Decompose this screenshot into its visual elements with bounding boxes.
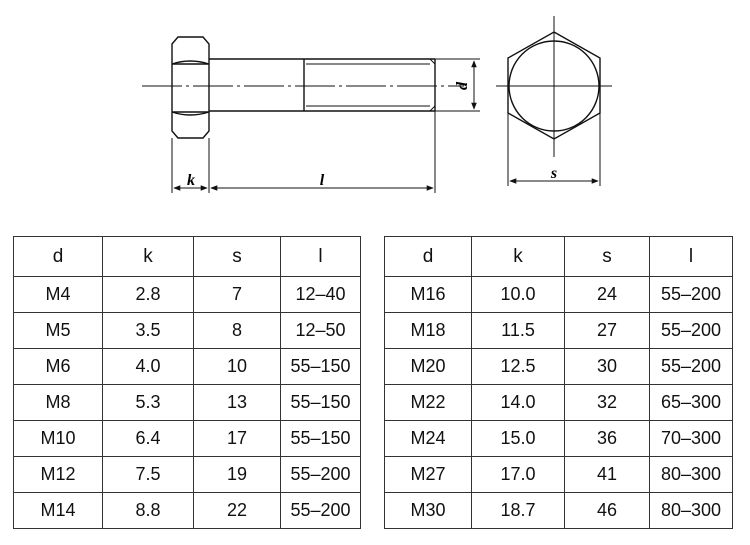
table-row [14, 457, 361, 493]
bolt-technical-drawing [0, 0, 750, 215]
header-k: k [472, 237, 565, 277]
cell-k: 7.5 [103, 457, 194, 493]
cell-d: M8 [14, 385, 103, 421]
dimension-label-l: l [319, 172, 325, 189]
cell-d: M14 [14, 493, 103, 529]
cell-l: 80–300 [650, 493, 733, 529]
cell-k: 18.7 [472, 493, 565, 529]
cell-s: 41 [565, 457, 650, 493]
cell-k: 15.0 [472, 421, 565, 457]
cell-l: 70–300 [650, 421, 733, 457]
table-row [385, 277, 733, 313]
cell-l: 55–150 [281, 421, 361, 457]
header-d: d [385, 237, 472, 277]
cell-s: 46 [565, 493, 650, 529]
cell-d: M20 [385, 349, 472, 385]
cell-l: 55–200 [650, 349, 733, 385]
size-table-left [13, 236, 361, 529]
table-row [385, 421, 733, 457]
table-header-row [385, 237, 733, 277]
cell-d: M4 [14, 277, 103, 313]
header-k: k [103, 237, 194, 277]
dimension-k-l [172, 111, 435, 193]
cell-k: 17.0 [472, 457, 565, 493]
table-row [14, 493, 361, 529]
cell-l: 65–300 [650, 385, 733, 421]
table-row [14, 349, 361, 385]
size-table-right [384, 236, 733, 529]
cell-k: 2.8 [103, 277, 194, 313]
table-row [385, 313, 733, 349]
cell-s: 13 [194, 385, 281, 421]
cell-d: M5 [14, 313, 103, 349]
cell-k: 4.0 [103, 349, 194, 385]
cell-s: 7 [194, 277, 281, 313]
table-row [14, 313, 361, 349]
table-row [14, 277, 361, 313]
header-s: s [565, 237, 650, 277]
cell-d: M22 [385, 385, 472, 421]
bolt-side-view [142, 37, 464, 138]
cell-l: 55–150 [281, 385, 361, 421]
cell-k: 10.0 [472, 277, 565, 313]
cell-s: 32 [565, 385, 650, 421]
cell-s: 19 [194, 457, 281, 493]
cell-k: 12.5 [472, 349, 565, 385]
cell-l: 55–200 [650, 313, 733, 349]
cell-s: 10 [194, 349, 281, 385]
cell-l: 55–200 [281, 457, 361, 493]
cell-k: 5.3 [103, 385, 194, 421]
bolt-end-view [496, 16, 612, 157]
table-row [385, 493, 733, 529]
cell-l: 12–50 [281, 313, 361, 349]
cell-s: 30 [565, 349, 650, 385]
cell-s: 27 [565, 313, 650, 349]
cell-s: 17 [194, 421, 281, 457]
cell-k: 14.0 [472, 385, 565, 421]
cell-d: M12 [14, 457, 103, 493]
table-header-row [14, 237, 361, 277]
table-row [385, 385, 733, 421]
header-s: s [194, 237, 281, 277]
bolt-head [172, 37, 209, 138]
cell-s: 22 [194, 493, 281, 529]
cell-l: 12–40 [281, 277, 361, 313]
cell-d: M10 [14, 421, 103, 457]
cell-k: 8.8 [103, 493, 194, 529]
header-d: d [14, 237, 103, 277]
cell-d: M6 [14, 349, 103, 385]
cell-k: 6.4 [103, 421, 194, 457]
cell-d: M30 [385, 493, 472, 529]
cell-k: 3.5 [103, 313, 194, 349]
header-l: l [281, 237, 361, 277]
dimension-label-k: k [187, 172, 195, 189]
table-row [385, 457, 733, 493]
cell-l: 80–300 [650, 457, 733, 493]
table-row [14, 385, 361, 421]
cell-s: 36 [565, 421, 650, 457]
cell-d: M18 [385, 313, 472, 349]
dimension-label-s: s [550, 165, 558, 182]
table-row [385, 349, 733, 385]
header-l: l [650, 237, 733, 277]
cell-l: 55–150 [281, 349, 361, 385]
cell-l: 55–200 [650, 277, 733, 313]
cell-d: M24 [385, 421, 472, 457]
cell-d: M16 [385, 277, 472, 313]
table-row [14, 421, 361, 457]
dimension-label-d: d [454, 82, 471, 90]
cell-s: 24 [565, 277, 650, 313]
cell-l: 55–200 [281, 493, 361, 529]
cell-d: M27 [385, 457, 472, 493]
cell-k: 11.5 [472, 313, 565, 349]
cell-s: 8 [194, 313, 281, 349]
